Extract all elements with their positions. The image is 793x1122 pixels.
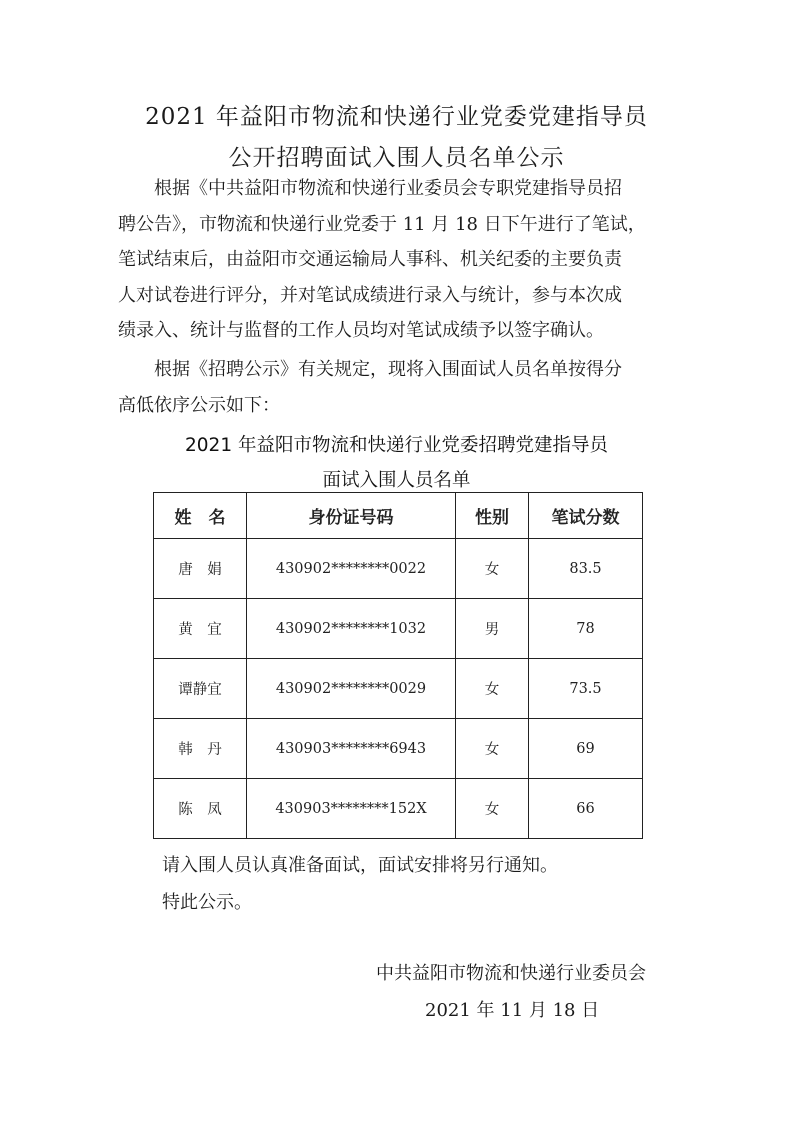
- cell-score: 73.5: [529, 659, 643, 719]
- cell-id-number: 430903********152X: [247, 779, 456, 839]
- cell-gender: 女: [456, 719, 529, 779]
- signature-date: 2021 年 11 月 18 日: [425, 1000, 600, 1021]
- column-header-name: 姓 名: [154, 493, 247, 539]
- document-title-line-1: 2021 年益阳市物流和快递行业党委党建指导员: [145, 104, 648, 130]
- cell-id-number: 430902********1032: [247, 599, 456, 659]
- column-header-gender: 性别: [456, 493, 529, 539]
- paragraph-1-line: 根据《中共益阳市物流和快递行业委员会专职党建指导员招: [154, 178, 622, 199]
- cell-name: 韩 丹: [154, 719, 247, 779]
- candidate-table: [153, 492, 643, 839]
- paragraph-2-line: 根据《招聘公示》有关规定，现将入围面试人员名单按得分: [154, 359, 622, 380]
- cell-id-number: 430902********0022: [247, 539, 456, 599]
- document-title-line-2: 公开招聘面试入围人员名单公示: [228, 145, 565, 171]
- cell-name: 唐 娟: [154, 539, 247, 599]
- signature-organization: 中共益阳市物流和快递行业委员会: [376, 963, 646, 984]
- cell-score: 69: [529, 719, 643, 779]
- cell-id-number: 430902********0029: [247, 659, 456, 719]
- paragraph-1-line: 聘公告》，市物流和快递行业党委于 11 月 18 日下午进行了笔试，: [118, 213, 646, 235]
- paragraph-1-line: 笔试结束后，由益阳市交通运输局人事科、机关纪委的主要负责: [118, 249, 622, 270]
- cell-gender: 女: [456, 779, 529, 839]
- cell-name: 谭静宜: [154, 659, 247, 719]
- closing-notice: 请入围人员认真准备面试，面试安排将另行通知。: [162, 855, 558, 876]
- closing-statement: 特此公示。: [162, 892, 252, 913]
- table-row: [154, 659, 643, 719]
- table-title-line-2: 面试入围人员名单: [322, 470, 471, 491]
- paragraph-2-line: 高低依序公示如下：: [118, 394, 280, 416]
- paragraph-1-line: 人对试卷进行评分，并对笔试成绩进行录入与统计，参与本次成: [118, 284, 622, 306]
- cell-score: 83.5: [529, 539, 643, 599]
- cell-score: 78: [529, 599, 643, 659]
- cell-score: 66: [529, 779, 643, 839]
- announcement-paragraph-2: [118, 352, 678, 423]
- cell-id-number: 430903********6943: [247, 719, 456, 779]
- cell-name: 陈 凤: [154, 779, 247, 839]
- table-title-line-1: 2021 年益阳市物流和快递行业党委招聘党建指导员: [185, 435, 608, 456]
- table-header-row: [154, 493, 643, 539]
- column-header-score: 笔试分数: [529, 493, 643, 539]
- cell-gender: 女: [456, 659, 529, 719]
- cell-gender: 女: [456, 539, 529, 599]
- cell-gender: 男: [456, 599, 529, 659]
- table-row: [154, 779, 643, 839]
- column-header-id-number: 身份证号码: [247, 493, 456, 539]
- table-row: [154, 599, 643, 659]
- cell-name: 黄 宜: [154, 599, 247, 659]
- announcement-paragraph-1: [118, 171, 678, 349]
- table-row: [154, 539, 643, 599]
- table-row: [154, 719, 643, 779]
- paragraph-1-line: 绩录入、统计与监督的工作人员均对笔试成绩予以签字确认。: [118, 320, 604, 341]
